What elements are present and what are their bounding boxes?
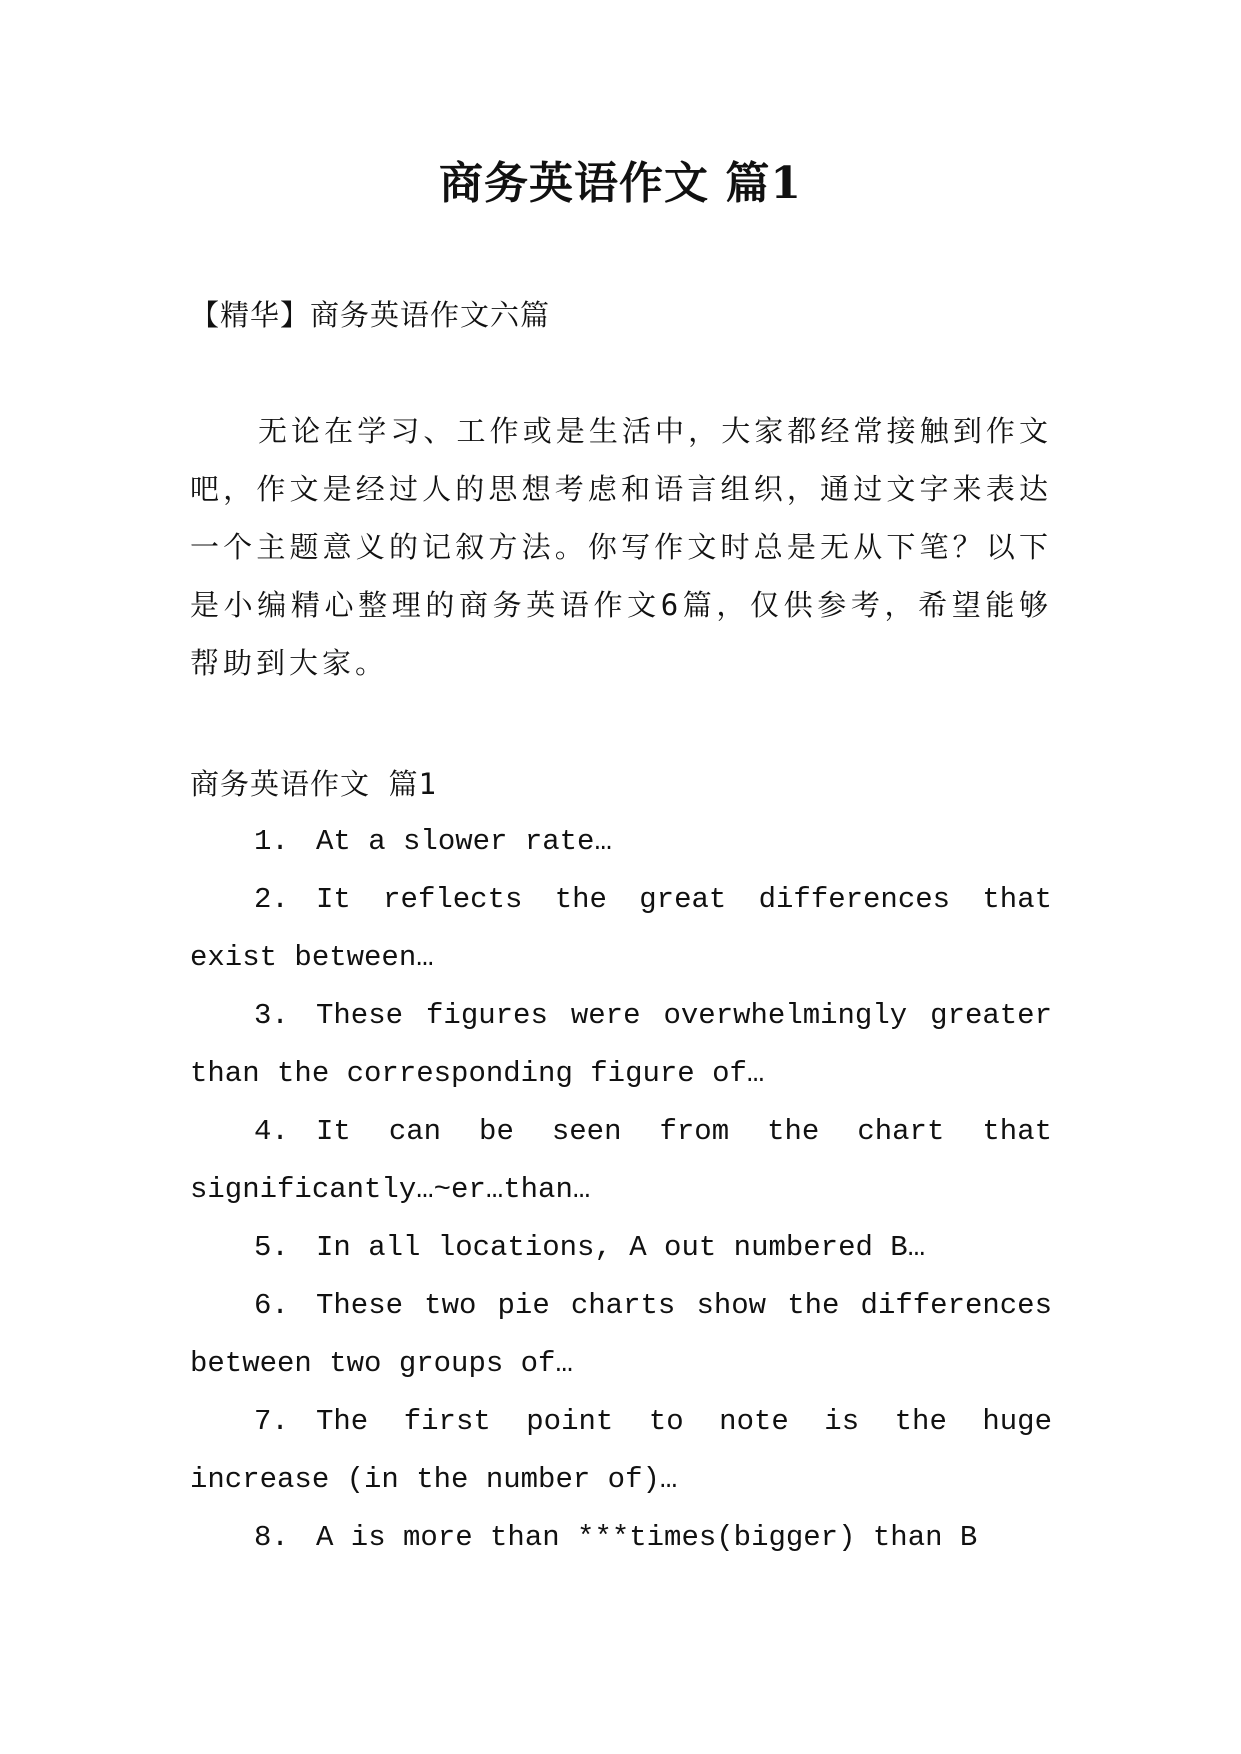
section-heading: 商务英语作文 篇1 <box>190 767 437 801</box>
list-item-number: 7. <box>254 1405 289 1438</box>
list-item-number: 3. <box>254 999 289 1032</box>
list-item-number: 8. <box>254 1521 289 1554</box>
list-item-text: In all locations, A out numbered B… <box>316 1231 926 1264</box>
list-item-text: These two pie charts show the differences between two groups of… <box>190 1289 1052 1380</box>
list-item-text: A is more than ***times(bigger) than B <box>316 1521 978 1554</box>
list-item-text: It can be seen from the chart that significantly…~er…than… <box>190 1115 1052 1206</box>
list-item-number: 5. <box>254 1231 289 1264</box>
list-item <box>190 871 1052 987</box>
document-subtitle: 【精华】商务英语作文六篇 <box>190 298 551 332</box>
list-item <box>190 1103 1052 1219</box>
list-item-text: At a slower rate… <box>316 825 612 858</box>
list-item-text: It reflects the great differences that exist between… <box>190 883 1052 974</box>
intro-paragraph: 无论在学习、工作或是生活中，大家都经常接触到作文吧，作文是经过人的思想考虑和语言组织，通过文字来表达一个主题意义的记叙方法。你写作文时总是无从下笔？以下是小编精心整理的商务英语作文6篇，仅供参考，希望能够帮助到大家。 <box>190 414 1052 680</box>
list-item <box>190 813 1052 871</box>
list-item <box>190 1393 1052 1509</box>
list-item-number: 1. <box>254 825 289 858</box>
list-item-number: 2. <box>254 883 289 916</box>
list-item-text: These figures were overwhelmingly greater than the corresponding figure of… <box>190 999 1052 1090</box>
list-item <box>190 1277 1052 1393</box>
phrase-list <box>190 813 1052 1567</box>
list-item <box>190 987 1052 1103</box>
list-item <box>190 1509 1052 1567</box>
page-title: 商务英语作文 篇1 <box>439 158 802 209</box>
list-item <box>190 1219 1052 1277</box>
list-item-number: 6. <box>254 1289 289 1322</box>
list-item-text: The first point to note is the huge increase (in the number of)… <box>190 1405 1052 1496</box>
list-item-number: 4. <box>254 1115 289 1148</box>
